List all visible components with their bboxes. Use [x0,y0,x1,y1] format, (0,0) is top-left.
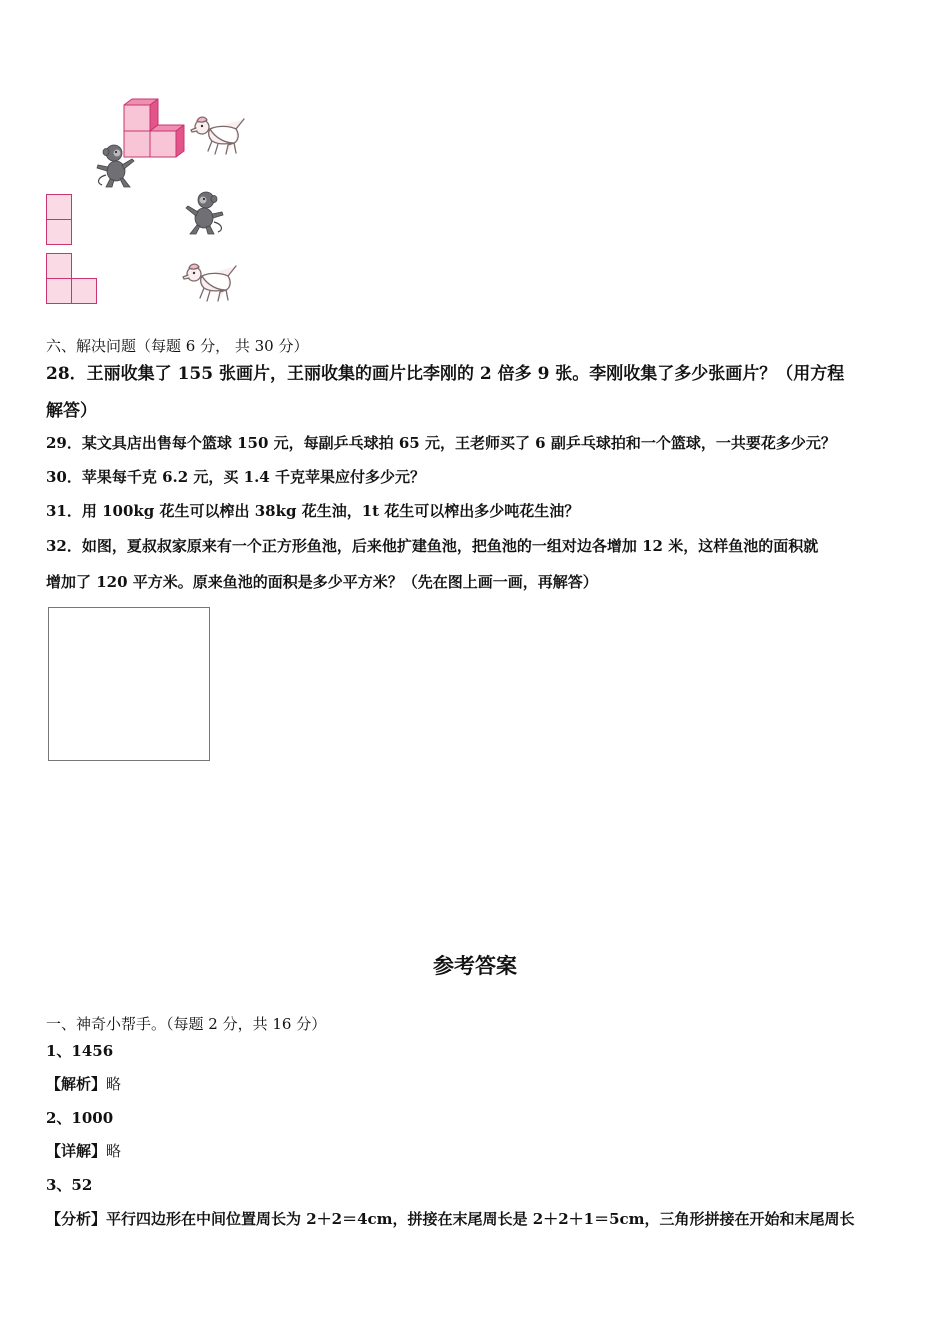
answers-title: 参考答案 [433,953,517,978]
answer-3: 3、52 [46,1176,93,1194]
question-28: 28．王丽收集了 155 张画片，王丽收集的画片比李刚的 2 倍多 9 张。李刚收集了多少张画片？（用方程 [46,364,845,384]
side-view-icon [45,252,101,306]
answer-1: 1、1456 [46,1042,114,1060]
answer-2-note [46,1140,121,1161]
answer-3-note [46,1208,855,1229]
question-32: 32．如图，夏叔叔家原来有一个正方形鱼池，后来他扩建鱼池，把鱼池的一组对边各增加 12 米，这样鱼池的面积就 [46,537,819,555]
fish-pond-square [48,607,210,761]
dog-icon [180,260,242,304]
question-28-cont: 解答） [46,401,97,421]
question-29: 29．某文具店出售每个篮球 150 元，每副乒乓球拍 65 元，王老师买了 6 副乒乓球拍和一个篮球，一共要花多少元？ [46,434,836,452]
question-30: 30．苹果每千克 6.2 元，买 1.4 千克苹果应付多少元？ [46,468,425,486]
dog-icon [188,113,250,157]
note-text: 平行四边形在中间位置周长为 2＋2＝4cm，拼接在末尾周长是 2＋2＋1＝5cm，三角形拼接在开始和末尾周长 [106,1210,855,1228]
question-32-cont: 增加了 120 平方米。原来鱼池的面积是多少平方米？（先在图上画一画，再解答） [46,573,598,591]
question-31: 31．用 100kg 花生可以榨出 38kg 花生油，1t 花生可以榨出多少吨花生油？ [46,502,580,520]
answers-section-heading: 一、神奇小帮手。（每题 2 分，共 16 分） [46,1015,327,1033]
monkey-icon [92,143,140,189]
monkey-icon [180,190,228,236]
front-view-icon [45,193,75,247]
note-text: 略 [106,1075,122,1093]
note-text: 略 [106,1142,122,1160]
answer-2: 2、1000 [46,1109,114,1127]
answer-1-note [46,1073,121,1094]
note-label: 【详解】 [46,1142,107,1160]
note-label: 【分析】 [46,1210,107,1228]
note-label: 【解析】 [46,1075,107,1093]
section-heading: 六、解决问题（每题 6 分， 共 30 分） [46,337,309,355]
